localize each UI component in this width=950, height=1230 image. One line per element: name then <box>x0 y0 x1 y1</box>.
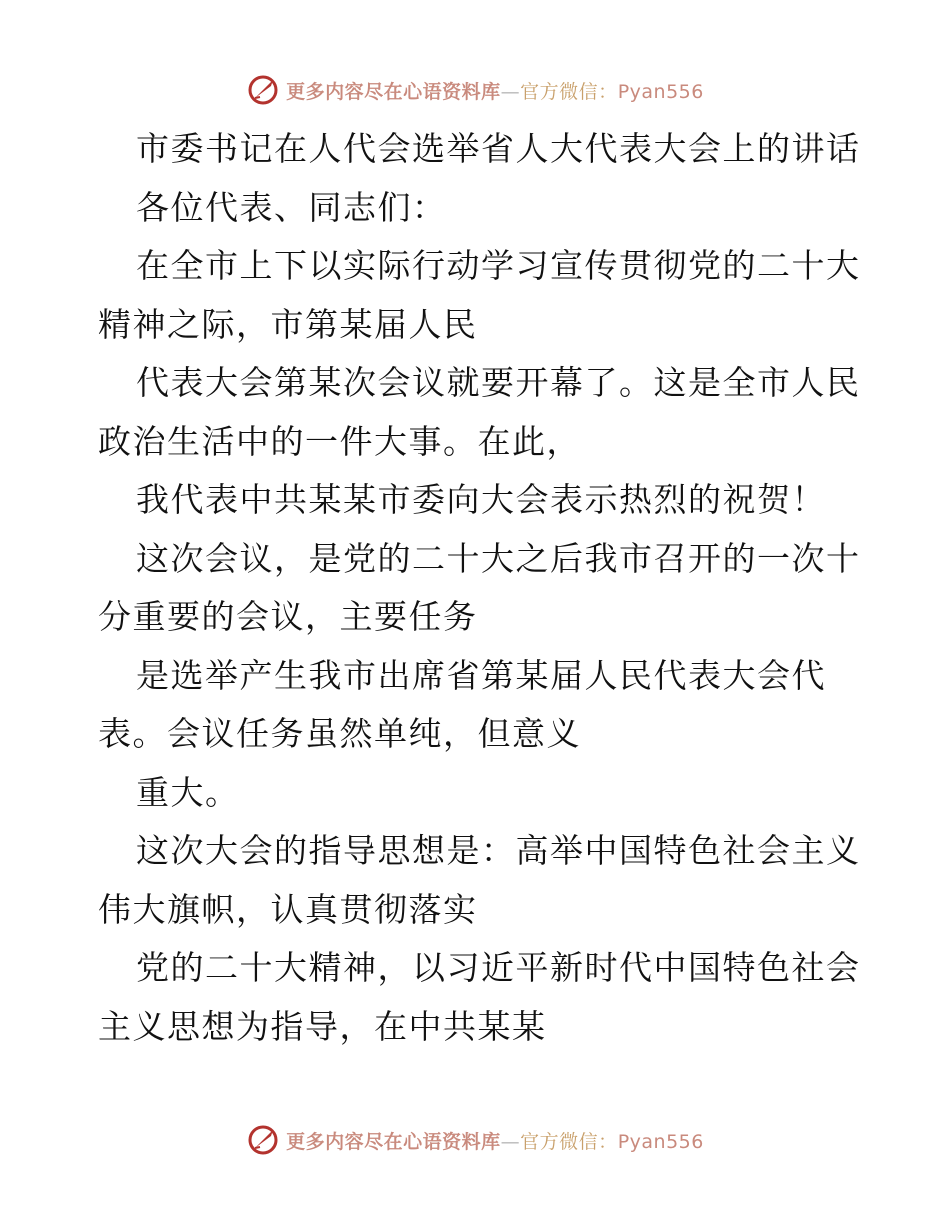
header-watermark <box>0 70 950 110</box>
header-wechat-label: 官方微信： <box>520 80 618 103</box>
doc-line: 是选举产生我市出席省第某届人民代表大会代 <box>136 655 826 695</box>
footer-wechat-id: Pyan556 <box>617 1130 704 1153</box>
footer-dash: — <box>500 1130 521 1153</box>
doc-line: 这次大会的指导思想是：高举中国特色社会主义 <box>136 831 861 870</box>
doc-salutation: 各位代表、同志们： <box>136 187 447 227</box>
doc-line: 表。会议任务虽然单纯，但意义 <box>98 714 581 753</box>
doc-line: 重大。 <box>136 772 240 812</box>
footer-watermark-text <box>286 1127 704 1154</box>
footer-wechat-label: 官方微信： <box>520 1130 618 1153</box>
doc-line: 分重要的会议，主要任务 <box>98 597 478 636</box>
doc-line: 主义思想为指导，在中共某某 <box>98 1006 547 1046</box>
footer-brand: 更多内容尽在心语资料库 <box>286 1130 501 1153</box>
doc-line: 我代表中共某某市委向大会表示热烈的祝贺！ <box>136 480 826 519</box>
header-watermark-text <box>286 77 704 104</box>
header-wechat-id: Pyan556 <box>617 80 704 103</box>
doc-line: 在全市上下以实际行动学习宣传贯彻党的二十大 <box>136 246 861 285</box>
doc-line: 代表大会第某次会议就要开幕了。这是全市人民 <box>136 363 861 402</box>
doc-line: 精神之际，市第某届人民 <box>98 304 478 344</box>
footer-watermark <box>0 1120 950 1160</box>
doc-line: 党的二十大精神，以习近平新时代中国特色社会 <box>136 948 861 987</box>
header-dash: — <box>500 80 521 103</box>
document-body <box>98 120 861 1056</box>
doc-line: 伟大旗帜，认真贯彻落实 <box>98 889 478 929</box>
quill-logo-icon <box>246 73 280 107</box>
doc-title: 市委书记在人代会选举省人大代表大会上的讲话 <box>136 129 861 168</box>
doc-line: 政治生活中的一件大事。在此， <box>98 421 581 461</box>
doc-line: 这次会议，是党的二十大之后我市召开的一次十 <box>136 538 861 578</box>
header-brand: 更多内容尽在心语资料库 <box>286 80 501 103</box>
quill-logo-icon <box>246 1123 280 1157</box>
